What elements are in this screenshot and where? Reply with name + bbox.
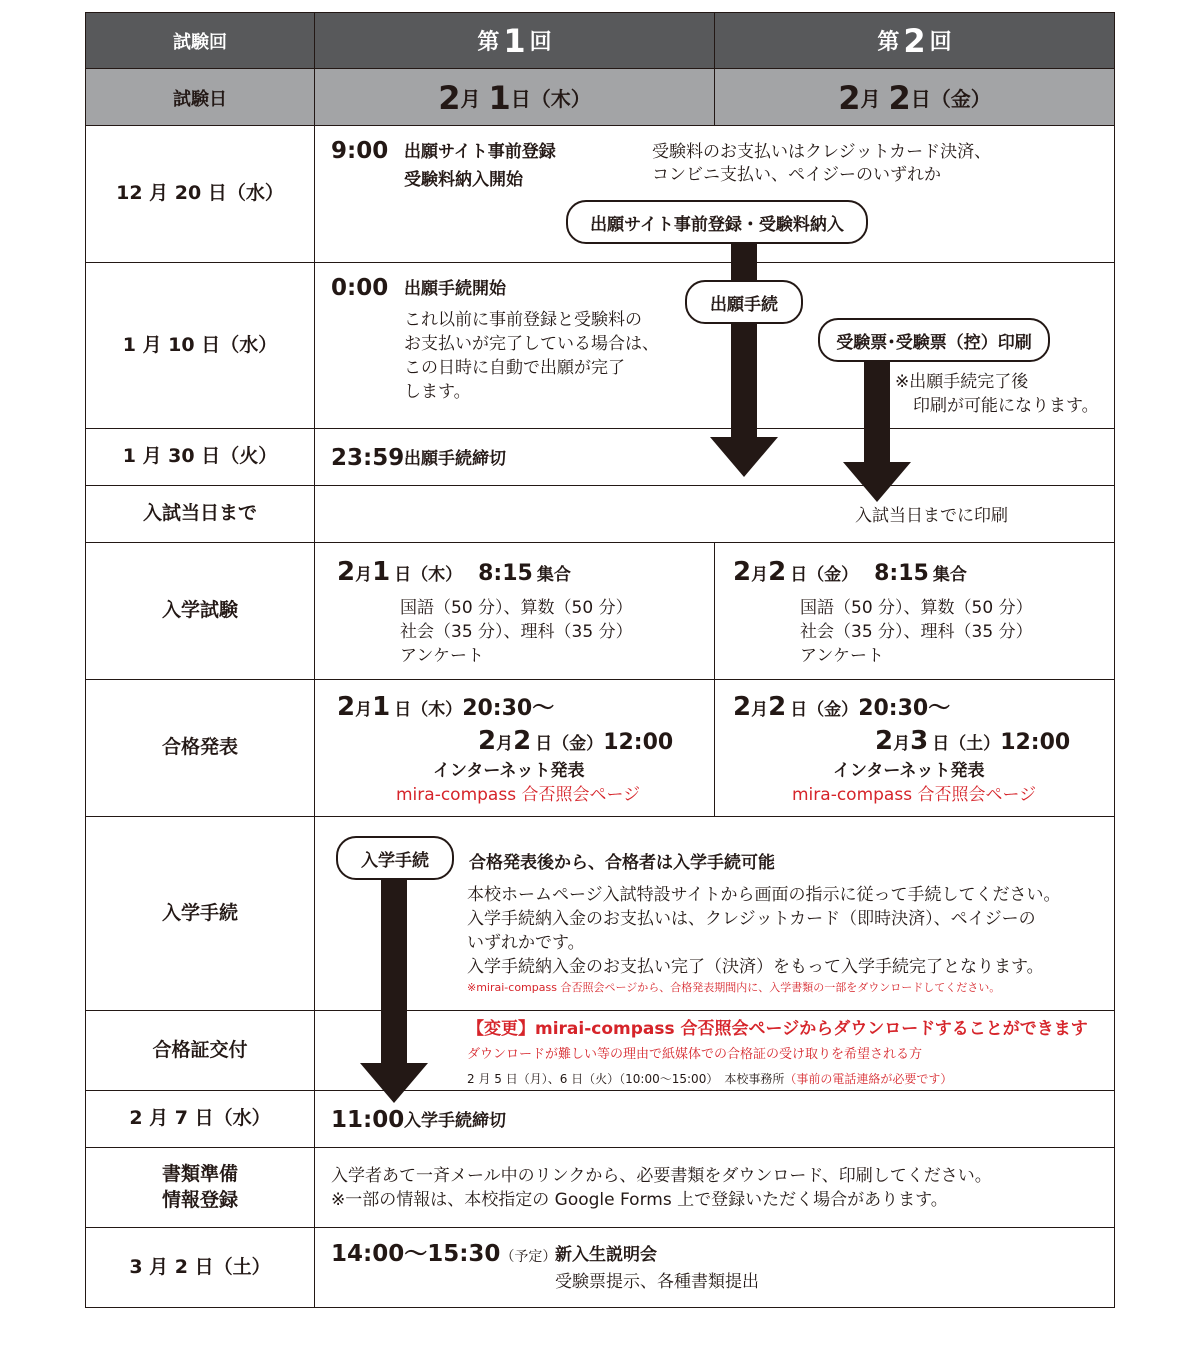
mar2-title: 新入生説明会 (555, 1245, 657, 1265)
mar2-sub: 受験票提示、各種書類提出 (555, 1272, 759, 1292)
preregistration-pill: 出願サイト事前登録・受験料納入 (566, 200, 868, 244)
enroll-body-3: いずれかです。 (467, 933, 585, 953)
row-label-result: 合格発表 (161, 736, 238, 759)
header-round-label: 試験回 (173, 31, 227, 53)
ticket-print-pill: 受験票･受験票（控）印刷 (818, 318, 1050, 362)
print-by-exam-note: 入試当日までに印刷 (855, 506, 1008, 526)
result-r2-from: 2月2 日（金）20:30〜 (733, 692, 951, 722)
exam-r1-subjects-3: アンケート (400, 646, 484, 666)
ticket-note-2: 印刷が可能になります。 (913, 396, 1099, 416)
row-label-cert: 合格証交付 (152, 1038, 248, 1061)
exam-r2-date: 2月2 日（金） 8:15 集合 (733, 557, 967, 587)
result-r2-link[interactable]: mira-compass 合否照会ページ (792, 785, 1037, 805)
header-round-2: 第 2 回 (877, 21, 952, 60)
jan10-title: 出願手続開始 (404, 279, 506, 299)
result-r1-to: 2月2 日（金）12:00 (478, 726, 674, 756)
header-date-label: 試験日 (173, 88, 227, 110)
cert-change-notice: 【変更】mirai-compass 合否照会ページからダウンロードすることができます (467, 1019, 1088, 1039)
jan30-time: 23:59 (331, 445, 405, 471)
row-label-mar2: 3 月 2 日（土） (129, 1255, 271, 1278)
dec20-time: 9:00 (331, 138, 389, 164)
exam-r2-subjects-3: アンケート (800, 646, 884, 666)
exam-r1-subjects-2: 社会（35 分）、理科（35 分） (400, 622, 633, 642)
jan10-body-3: この日時に自動で出願が完了 (404, 358, 625, 378)
jan10-body-2: お支払いが完了している場合は、 (404, 334, 659, 354)
jan10-time: 0:00 (331, 275, 389, 301)
row-label-before-exam: 入試当日まで (142, 502, 257, 525)
enroll-arrow-icon (360, 876, 428, 1103)
enroll-body-1: 本校ホームページ入試特設サイトから画面の指示に従って手続してください。 (467, 885, 1061, 905)
header-date-1: 2 月 1 日 （木） (438, 78, 591, 117)
exam-r2-subjects-1: 国語（50 分）、算数（50 分） (800, 598, 1033, 618)
header-date-2: 2 月 2 日 （金） (838, 78, 991, 117)
jan10-body-4: します。 (404, 382, 471, 402)
feb7-title: 入学手続締切 (404, 1111, 506, 1131)
cert-detail: 2 月 5 日（月）、6 日（火）（10:00〜15:00） 本校事務所（事前の電話連絡が必要です） (467, 1072, 953, 1086)
dec20-payment-note-1: 受験料のお支払いはクレジットカード決済、 (652, 142, 992, 162)
apply-pill: 出願手続 (685, 280, 803, 324)
enroll-body-4: 入学手続納入金のお支払い完了（決済）をもって入学手続完了となります。 (467, 957, 1044, 977)
enroll-pill: 入学手続 (336, 836, 454, 880)
enroll-body-2: 入学手続納入金のお支払いは、クレジットカード（即時決済）、ペイジーの (467, 909, 1036, 929)
enroll-note: ※mirai-compass 合否照会ページから、合格発表期間内に、入学書類の一部をダウンロードしてください。 (467, 981, 1001, 994)
ticket-note-1: ※出願手続完了後 (895, 372, 1029, 392)
result-r1-from: 2月1 日（木）20:30〜 (337, 692, 555, 722)
result-r2-method: インターネット発表 (833, 761, 985, 781)
dec20-payment-note-2: コンビニ支払い、ペイジーのいずれか (652, 165, 941, 185)
row-label-dec20: 12 月 20 日（水） (116, 182, 284, 205)
result-r1-method: インターネット発表 (433, 761, 585, 781)
row-label-exam: 入学試験 (161, 599, 238, 622)
docs-line-1: 入学者あて一斉メール中のリンクから、必要書類をダウンロード、印刷してください。 (331, 1166, 992, 1186)
enroll-title: 合格発表後から、合格者は入学手続可能 (469, 853, 775, 873)
exam-r1-subjects-1: 国語（50 分）、算数（50 分） (400, 598, 633, 618)
row-label-docs: 書類準備 情報登録 (161, 1162, 238, 1211)
result-r2-to: 2月3 日（土）12:00 (875, 726, 1071, 756)
header-round-1: 第 1 回 (477, 21, 552, 60)
dec20-title-1: 出願サイト事前登録 (404, 142, 556, 162)
row-label-enroll: 入学手続 (161, 901, 238, 924)
docs-line-2: ※一部の情報は、本校指定の Google Forms 上で登録いただく場合があります。 (331, 1190, 948, 1210)
row-label-jan10: 1 月 10 日（水） (122, 333, 278, 356)
cert-paper-note: ダウンロードが難しい等の理由で紙媒体での合格証の受け取りを希望される方 (467, 1047, 923, 1062)
apply-arrow-icon (710, 243, 778, 477)
row-label-feb7: 2 月 7 日（水） (129, 1107, 271, 1130)
result-r1-link[interactable]: mira-compass 合否照会ページ (396, 785, 641, 805)
exam-r1-date: 2月1 日（木） 8:15 集合 (337, 557, 571, 587)
jan10-body-1: これ以前に事前登録と受験料の (404, 310, 642, 330)
mar2-time: 14:00〜15:30（予定） (331, 1241, 557, 1267)
row-label-jan30: 1 月 30 日（火） (122, 445, 278, 468)
dec20-title-2: 受験料納入開始 (404, 170, 523, 190)
jan30-title: 出願手続締切 (404, 449, 506, 469)
feb7-time: 11:00 (331, 1107, 405, 1133)
exam-r2-subjects-2: 社会（35 分）、理科（35 分） (800, 622, 1033, 642)
